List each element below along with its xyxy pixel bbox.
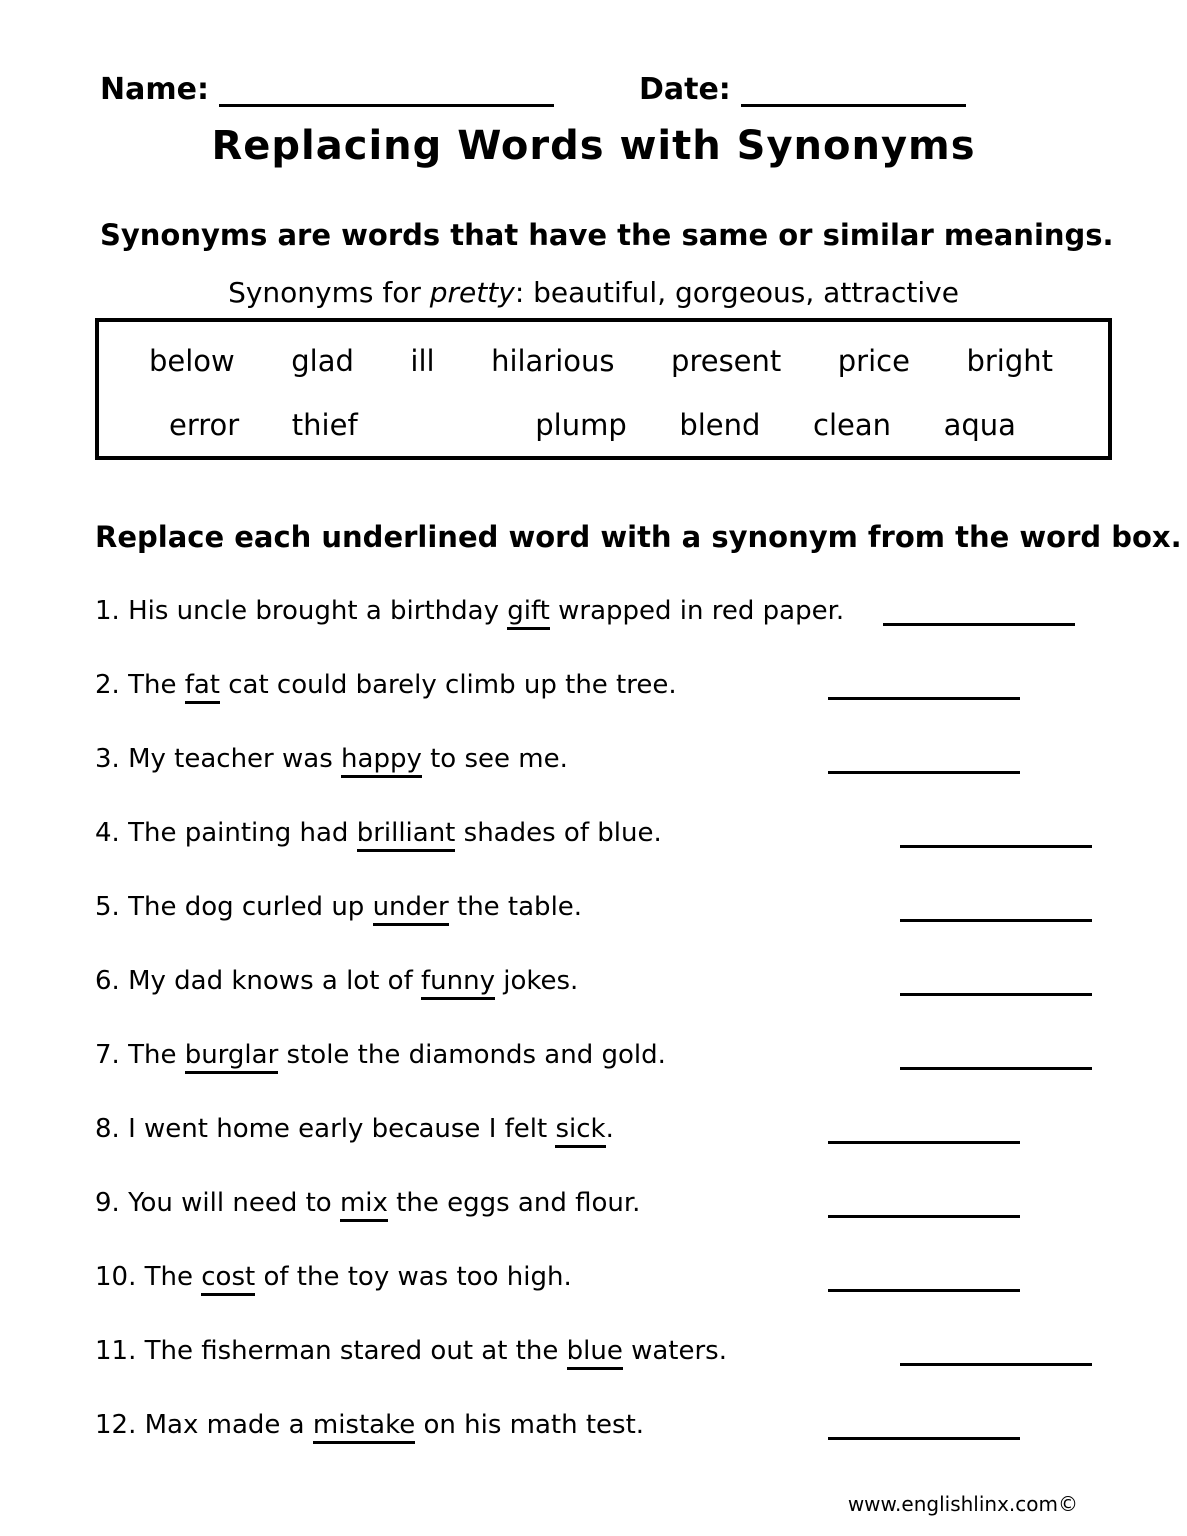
- word-clean: clean: [813, 408, 892, 442]
- word-thief: thief: [291, 408, 358, 442]
- word-aqua: aqua: [943, 408, 1016, 442]
- question-number: 7.: [95, 1040, 120, 1070]
- question-row-3: [95, 742, 1187, 816]
- question-pre-text: The: [128, 1040, 185, 1070]
- underlined-word: fat: [185, 670, 220, 704]
- question-pre-text: The dog curled up: [128, 892, 373, 922]
- question-row-11: [95, 1334, 1187, 1408]
- underlined-word: gift: [507, 596, 550, 630]
- word-blend: blend: [679, 408, 761, 442]
- question-number: 3.: [95, 744, 120, 774]
- question-row-8: [95, 1112, 1187, 1186]
- question-row-12: [95, 1408, 1187, 1482]
- word-box-row-2: [99, 378, 1108, 442]
- word-error: error: [169, 408, 240, 442]
- question-row-9: [95, 1186, 1187, 1260]
- question-row-7: [95, 1038, 1187, 1112]
- underlined-word: mistake: [313, 1410, 415, 1444]
- underlined-word: funny: [421, 966, 495, 1000]
- answer-blank-3: [828, 746, 1020, 774]
- word-box: [95, 318, 1112, 460]
- question-list: [95, 594, 1187, 1482]
- question-pre-text: The: [128, 670, 185, 700]
- question-row-6: [95, 964, 1187, 1038]
- question-number: 9.: [95, 1188, 120, 1218]
- question-post-text: the eggs and flour.: [387, 1188, 641, 1218]
- answer-blank-10: [828, 1264, 1020, 1292]
- word-price: price: [837, 344, 910, 378]
- question-post-text: .: [605, 1114, 614, 1144]
- date-label: Date:: [638, 72, 731, 107]
- question-number: 2.: [95, 670, 120, 700]
- underlined-word: sick: [555, 1114, 605, 1148]
- question-row-1: [95, 594, 1187, 668]
- question-pre-text: The: [144, 1262, 202, 1292]
- underlined-word: burglar: [185, 1040, 279, 1074]
- question-row-2: [95, 668, 1187, 742]
- word-glad: glad: [291, 344, 354, 378]
- answer-blank-1: [883, 598, 1075, 626]
- answer-blank-6: [900, 968, 1092, 996]
- question-pre-text: I went home early because I felt: [128, 1114, 556, 1144]
- header-row: [100, 72, 1092, 107]
- intro-text: Synonyms are words that have the same or similar meanings.: [100, 218, 1114, 252]
- footer-credit: www.englishlinx.com©: [847, 1492, 1078, 1516]
- question-pre-text: You will need to: [128, 1188, 340, 1218]
- word-present: present: [671, 344, 782, 378]
- question-number: 5.: [95, 892, 120, 922]
- question-pre-text: His uncle brought a birthday: [128, 596, 508, 626]
- answer-blank-2: [828, 672, 1020, 700]
- name-label: Name:: [100, 72, 209, 107]
- underlined-word: under: [373, 892, 449, 926]
- question-post-text: to see me.: [421, 744, 568, 774]
- question-post-text: waters.: [622, 1336, 727, 1366]
- question-number: 11.: [95, 1336, 137, 1366]
- answer-blank-12: [828, 1412, 1020, 1440]
- answer-blank-11: [900, 1338, 1092, 1366]
- answer-blank-5: [900, 894, 1092, 922]
- underlined-word: mix: [340, 1188, 388, 1222]
- page-title: Replacing Words with Synonyms: [211, 123, 976, 169]
- answer-blank-7: [900, 1042, 1092, 1070]
- question-number: 12.: [95, 1410, 137, 1440]
- question-post-text: cat could barely climb up the tree.: [219, 670, 677, 700]
- question-post-text: the table.: [448, 892, 583, 922]
- question-number: 6.: [95, 966, 120, 996]
- question-number: 4.: [95, 818, 120, 848]
- word-bright: bright: [966, 344, 1053, 378]
- question-number: 1.: [95, 596, 120, 626]
- word-hilarious: hilarious: [491, 344, 615, 378]
- question-post-text: of the toy was too high.: [255, 1262, 572, 1292]
- example-italic-word: pretty: [429, 276, 515, 309]
- example-prefix: Synonyms for: [228, 276, 430, 309]
- question-pre-text: The painting had: [128, 818, 357, 848]
- answer-blank-4: [900, 820, 1092, 848]
- question-post-text: wrapped in red paper.: [549, 596, 845, 626]
- answer-blank-9: [828, 1190, 1020, 1218]
- question-post-text: jokes.: [494, 966, 579, 996]
- question-post-text: shades of blue.: [455, 818, 662, 848]
- word-ill: ill: [410, 344, 435, 378]
- question-pre-text: My teacher was: [128, 744, 342, 774]
- question-pre-text: My dad knows a lot of: [128, 966, 421, 996]
- example-suffix: : beautiful, gorgeous, attractive: [514, 276, 959, 309]
- word-plump: plump: [535, 408, 627, 442]
- example-line: [0, 276, 1187, 309]
- question-post-text: on his math test.: [415, 1410, 645, 1440]
- date-blank-line: [741, 77, 966, 107]
- question-post-text: stole the diamonds and gold.: [278, 1040, 666, 1070]
- name-blank-line: [219, 77, 554, 107]
- question-number: 10.: [95, 1262, 137, 1292]
- underlined-word: brilliant: [357, 818, 456, 852]
- word-box-row-1: [99, 322, 1108, 378]
- question-pre-text: The fisherman stared out at the: [144, 1336, 567, 1366]
- question-pre-text: Max made a: [144, 1410, 313, 1440]
- instruction-text: Replace each underlined word with a synonym from the word box.: [95, 520, 1182, 554]
- question-row-4: [95, 816, 1187, 890]
- word-below: below: [149, 344, 235, 378]
- question-row-10: [95, 1260, 1187, 1334]
- underlined-word: cost: [201, 1262, 255, 1296]
- question-row-5: [95, 890, 1187, 964]
- answer-blank-8: [828, 1116, 1020, 1144]
- question-number: 8.: [95, 1114, 120, 1144]
- underlined-word: happy: [341, 744, 422, 778]
- underlined-word: blue: [567, 1336, 623, 1370]
